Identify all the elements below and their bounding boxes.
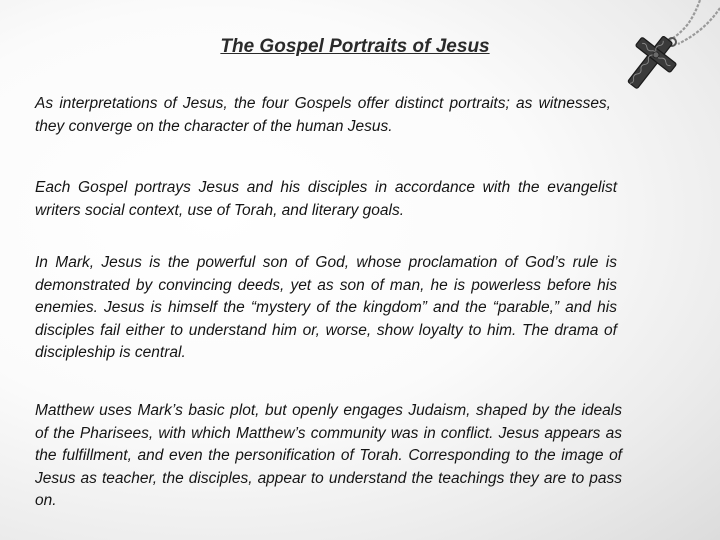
slide-title: The Gospel Portraits of Jesus: [220, 36, 490, 57]
paragraph-matthew: Matthew uses Mark’s basic plot, but openly engages Judaism, shaped by the ideals of the Pharisees, with which Matthew’s community was in conflict. Jesus appears as the fulfillment, and even the personification of Torah. Corresponding to the image of Jesus as teacher, the disciples, appear to understand the teachings they are to pass on.: [35, 402, 622, 509]
paragraph-intro: As interpretations of Jesus, the four Gospels offer distinct portraits; as witnesses, they converge on the character of the human Jesus.: [35, 95, 611, 135]
cross-pendant-icon: [600, 0, 720, 100]
paragraph-mark: In Mark, Jesus is the powerful son of God, whose proclamation of God’s rule is demonstrated by convincing deeds, yet as son of man, he is powerless before his enemies. Jesus is himself the “mystery of the kingdom” and the “parable,” and his disciples fail either to understand him or, worse, show loyalty to him. The drama of discipleship is central.: [35, 254, 617, 361]
paragraph-context: Each Gospel portrays Jesus and his disciples in accordance with the evangelist writers social context, use of Torah, and literary goals.: [35, 179, 617, 219]
